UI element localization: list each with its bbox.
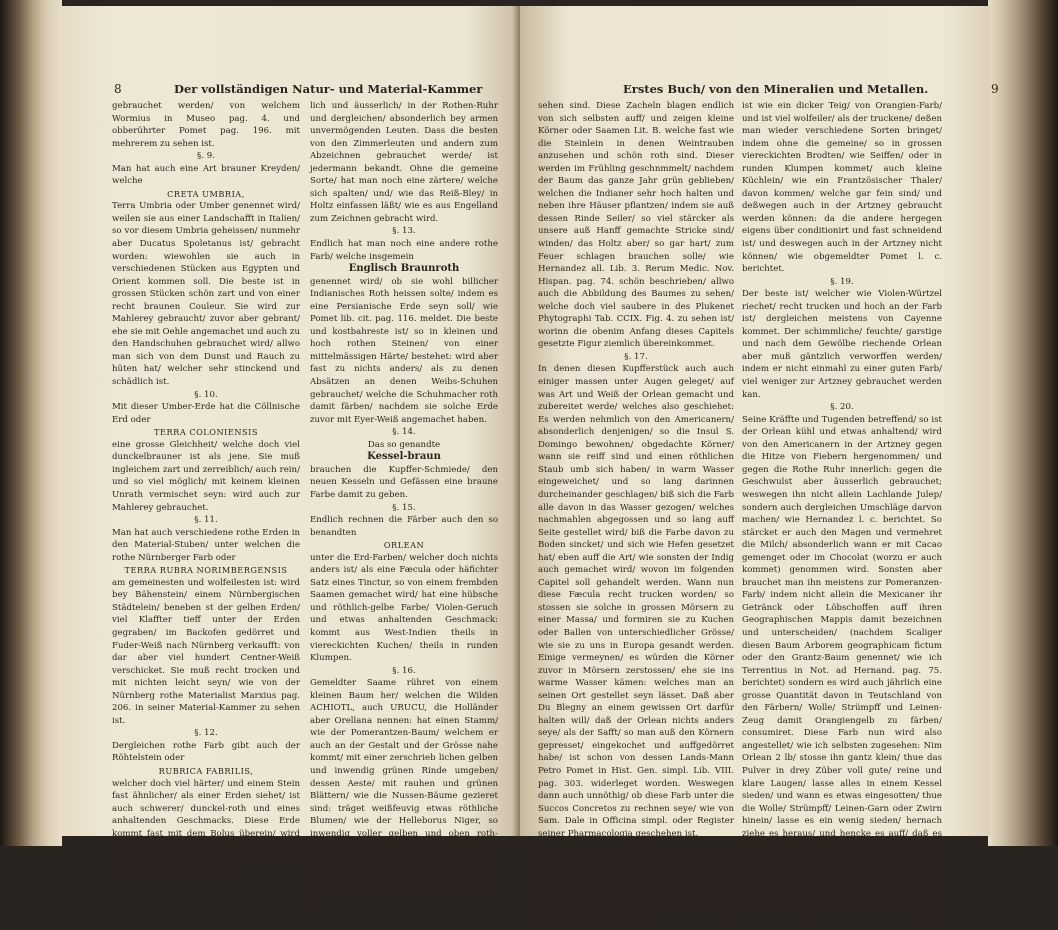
- section-number: §. 20.: [830, 402, 854, 413]
- paragraph: Endlich rechnen die Färber auch den so benandten: [310, 515, 498, 538]
- paragraph: am gemeinesten und wolfeilesten ist: wird bey Bähenstein/ einem Nürnbergischen Städtelein/ beneben st der gelben Erden/ viel Klaffter tieff unter der Erden gegraben/ im Backofen gedörret und Fuder-Weiß nach Nürnberg verkaufft: von dar aber viel hundert Centner-Weiß verschicket. Sie muß recht trocken und mit nichten leicht seyn/ wie von der Nürnberg rothe Materialist Marxius pag. 206. in seiner Material-Kammer zu sehen ist.: [112, 577, 300, 726]
- section-heading: TERRA COLONIENSIS: [154, 427, 258, 438]
- section-number: §. 13.: [392, 226, 416, 237]
- running-title: Erstes Buch/ von den Mineralien und Metallen.: [623, 82, 929, 96]
- paragraph: Dergleichen rothe Farb gibt auch der Röhtelstein oder: [112, 740, 300, 764]
- section-number: §. 18.: [624, 841, 648, 852]
- section-heading: RUBRICA FABRILIS,: [158, 765, 254, 776]
- page-footer: [742, 918, 942, 930]
- section-number: §. 19.: [830, 276, 854, 287]
- page-footer: [538, 918, 734, 930]
- paragraph: gebrauchet werden/ von welchem Wormius in Museo pag. 4. und obberührter Pomet pag. 196. mit mehrerem zu sehen ist.: [112, 101, 300, 149]
- catchword: Will-: [922, 918, 942, 929]
- left-column-2: [310, 100, 498, 903]
- section-heading: Kessel-braun: [367, 451, 441, 463]
- paragraph: Sonsten findet man zweyerley Orlean bey denen Materialisten und Apotheckern/ nehmlich die weiche/ oder Orleanam humidam, und die truckene/ oder Orleanam siccam. Der erste: [538, 853, 734, 914]
- right-page: [520, 6, 999, 929]
- section-number: §. 10.: [194, 389, 218, 400]
- section-number: §. 12.: [194, 728, 218, 739]
- book-edge-right: [988, 0, 1058, 846]
- paragraph: genennet wird/ ob sie wohl billicher Indianisches Roth heissen solte/ indem es eine Persianische Erde seyn soll/ wie Pomet lib. cit. pag. 116. meldet. Die beste und kostbahreste ist/ so in kleinen und hoch rothen Steinen/ von einer mittelmässigen Härte/ bestehet: wird aber fast zu nichts anders/ als zu denen Absätzen an denen Weibs-Schuhen gebrauchet/ welche die Schuhmacher roth damit färben/ nachdem sie solche Erde zuvor mit Eyer-Weiß angemachet haben.: [310, 276, 498, 425]
- paragraph: Der beste ist/ welcher wie Violen-Würtzel riechet/ recht trucken und hoch an der Farb ist/ dergleichen meistens von Cayenne kommet. Der schimmliche/ feuchte/ garstige und nach dem Gewölbe riechende Orlean aber muß gäntzlich verworffen werden/ indem er nicht einmahl zu einer guten Farb/ viel weniger zur Artzney gebrauchet werden kan.: [742, 289, 942, 400]
- section-number: §. 11.: [194, 515, 218, 526]
- running-title: Der vollständigen Natur- und Material-Kammer: [174, 82, 483, 96]
- paragraph: Terra Umbria oder Umber genennet wird/ weilen sie aus einer Landschafft in Italien/ so vor diesem Umbria geheissen/ nunmehr aber Ducatus Spoletanus ist/ gebracht worden: wiewohlen sie auch in verschiedenen Stücken aus Egypten und Orient kommen soll. Die beste ist in grossen Stücken schön zart und von einer recht braunen Couleur. Sie wird zur Mahlerey gebraucht/ zuvor aber gebrant/ ehe sie mit Oehle angemachet und auch zu den Handschuhen gebrauchet wird/ allwo man sich von dem Dunst und Rauch zu hüten hat/ welcher sehr stinckend und schädlich ist.: [112, 201, 300, 388]
- paragraph: In denen diesen Kupfferstück auch auch einiger massen unter Augen geleget/ auf was Art und Weiß der Orlean gemacht und zubereitet werde/ welches also geschiehet: Es werden nehmlich von den Americanern/ absonderlich denjenigen/ so die Insul S. Domingo bewohnen/ obgedachte Körner/ wann sie reiff sind und einen röthlichen Staub umb sich haben/ in warm Wasser eingeweichet/ und so lang darinnen durcheinander geschlagen/ biß sich die Farb alle davon in das Wasser gezogen/ welches nachmahlen abgegossen und so lang auff Seite gestellet wird/ biß die Farbe davon zu Boden sincket/ und sich wie Hefen gesetzet hat/ eben auff die Art/ wie sonsten der Indig auch gemachet wird/ wovon im folgenden Capitel soll gehandelt werden. Wann nun diese Fæcula recht trucken worden/ so stossen sie solche in grossen Mörsern zu einer Massa/ und formiren sie zu Kuchen oder Ballen von unterschiedlicher Grösse/ wie sie zu uns in Europa gesandt werden. Einige vermeynen/ es würden die Körner zuvor in Mörsern zerstossen/ ehe sie ins warme Wasser kämen: welches man an seinen Ort gestellet seyn lässet. Daß aber Du Blegny an einem gewissen Ort darfür halten will/ daß der Orlean nichts anders seye/ als der Safft/ so man auß den Körnern gepresset/ eingekochet und auffgedörret habe/ ist schon von dessen Lands-Mann Petro Pomet in Hist. Gen. simpl. Lib. VIII. pag. 303. widerleget worden. Weswegen dann auch unnöthig/ ob diese Farb unter die Succos Concretos zu rechnen seye/ wie von Sam. Dale in Officina simpl. oder Register seiner Pharmacologia geschehen ist.: [538, 364, 734, 839]
- section-heading: Englisch Braunroth: [348, 263, 460, 275]
- section-number: §. 15.: [392, 502, 416, 513]
- paragraph: unter die Erd-Farben/ welcher doch nichts anders ist/ als eine Fæcula oder häfichter Satz eines Tinctur, so von einem frembden Saamen gemachet wird/ hat eine hübsche und röthlich-gelbe Farbe/ Violen-Geruch und etwas anhaltenden Geschmack: kommt aus West-Indien theils in viereckichten Kuchen/ theils in runden Klumpen.: [310, 552, 498, 664]
- section-number: §. 9.: [197, 151, 215, 162]
- book-edge-left: [0, 0, 62, 846]
- left-column-1: [112, 100, 300, 878]
- section-number: §. 14.: [392, 427, 416, 438]
- paragraph: ist wie ein dicker Teig/ von Orangien-Farb/ und ist viel wolfeiler/ als der truckene/ deßen man wieder verschiedene Sorten bringet/ indem ohne die gemeine/ so in grossen viereckichten Brodten/ wie Seiffen/ oder in runden Klumpen kommet/ auch kleine Küchlein/ wie ein Frantzösischer Thaler/ davon kommen/ welche gar fein sind/ und deßwegen auch in der Artzney gebraucht werden können: da die andere hergegen eigens über conditionirt und fast schneidend ist/ und deswegen auch in der Artzney nicht können/ wie obgemeldter Pomet l. c. berichtet.: [742, 101, 942, 275]
- left-page: [58, 6, 520, 902]
- page-number: 8: [114, 82, 122, 96]
- catchword: ist: [723, 918, 734, 929]
- paragraph: welcher doch viel härter/ und einem Stein fast ähnlicher/ als einer Erden siehet/ ist auch schwerer/ dunckel-roth und eines anhaltenden Geschmacks. Diese Erde kommt fast mit dem Bolus überein/ wird auch in denjenigen Kranckheiten/ wo der Blutfluß gut ist/ gebraucht/ als im übermässigen Bluten/ inner-: [112, 778, 300, 877]
- paragraph: Gemeldter Saame rühret von einem kleinen Baum her/ welchen die Wilden ACHIOTL, auch URUCU, die Holländer aber Orellana nennen: hat einen Stamm/ wie der Pomerantzen-Baum/ welchem er auch an der Gestalt und der Grösse nahe kommt/ mit einer zerschrieb lichen gelben und inwendig grünen Rinde umgeben/ dessen Aeste/ mit rauhen und grünen Blättern/ wie die Nussen-Bäume gezieret sind: träget weißfeuvig etwas röthliche Blumen/ wie der Helleborus Niger, so inwendig voller gelben und oben roth-gesprecheter Fäserlein ist/ nach welchem raube/ doch nicht stechende Zacheln oder Schooten/ in der Grösse einer grünen Mandel folgen/ so in obiger Figur Lit. A. zu: [310, 678, 498, 902]
- section-number: §. 16.: [392, 665, 416, 676]
- paragraph: Man hat auch eine Art brauner Kreyden/ welche: [112, 163, 300, 187]
- paragraph: Mit dieser Umber-Erde hat die Cöllnische Erd oder: [112, 402, 300, 425]
- paragraph: sehen sind. Diese Zacheln blagen endlich von sich selbsten auff/ und zeigen kleine Körner oder Saamen Lit. B. welche fast wie die Steinlein in denen Weintrauben anzusehen und schön roth sind. Dieser werden im Frühling geschnmmelt/ nachdem der Baum das ganze Jahr grün geblieben/ welchen die Indianer sehr hoch halten und neben ihre Häuser pflantzen/ indem sie auß dessen Rinde Seiler/ so viel stärcker als unsere auß Hanff gemachte Stricke sind/ winden/ das Holtz aber/ so gar hart/ zum Feuer schlagen brauchen solle/ wie Hernandez all. Lib. 3. Rerum Medic. Nov. Hispan. pag. 74. schön beschrieben/ allwo auch die Abbildung des Baumes zu sehen/ welche doch viel saubere in des Plukenet Phytographi Tab. CCIX. Fig. 4. zu sehen ist/ worinn die obenim Anfang dieses Capitels gesetzte Figur ziemlich übereinkommet.: [538, 101, 734, 350]
- right-column-2: [742, 100, 942, 930]
- section-heading: CRETA UMBRIA,: [167, 188, 245, 199]
- volume-label: Erster Theil.: [590, 918, 655, 929]
- section-number: §. 17.: [624, 351, 648, 362]
- signature-mark: B: [802, 918, 810, 929]
- paragraph: eine grosse Gleichheit/ welche doch viel dunckelbrauner ist als jene. Sie muß ingleichem zart und zerreiblich/ auch rein/ und so viel möglich/ mit keinem kleinen Unrath vermischet seyn: wird auch zur Mahlerey gebrauchet.: [112, 439, 300, 513]
- paragraph: Man hat auch verschiedene rothe Erden in den Material-Stuben/ unter welchen die rothe Nürnberger Farb oder: [112, 527, 300, 563]
- paragraph: lich und äusserlich/ in der Rothen-Ruhr und dergleichen/ absonderlich bey armen unvermögenden Leuten. Dass die besten von den Zimmerleuten und andern zum Abzeichnen gebrauchet werde/ ist jedermann bekandt. Ohne die gemeine Sorte/ hat man noch eine zärtere/ welche sich spalten/ und/ wie das Reiß-Bley/ in Holtz einfassen läßt/ wie es aus Engelland zum Zeichnen gebracht wird.: [310, 101, 498, 224]
- paragraph: Endlich hat man noch eine andere rothe Farb/ welche insgemein: [310, 239, 498, 262]
- page-number: 9: [991, 82, 999, 96]
- right-column-1: [538, 100, 734, 930]
- paragraph: Das so genandte: [367, 439, 441, 450]
- signature-mark: D. V. Mus.: [538, 918, 589, 929]
- paragraph: Seine Kräffte und Tugenden betreffend/ so ist der Orlean kühl und etwas anhaltend/ wird von den Americanern in der Artzney gegen die Hitze von Fiebern hergenommen/ und gegen die Rothe Ruhr innerlich: gegen die Geschwulst aber äusserlich gebrauchet; weswegen ihn nicht allein Lachlande Julep/ sondern auch dergleichen Umschläge darvon machen/ wie Hernandez l. c. berichtet. So stärcket er auch den Magen und vermehret die Milch/ absonderlich wann er mit Cacao gemenget oder im Chocolat (worzu er auch kommet) genommen wird. Sonsten aber brauchet man ihn meistens zur Pomeranzen-Farb/ indem nicht allein die Mexicaner ihr Getränck oder Löbschoffen auff ihren Geographischen Mappis damit bezeichnen und unterscheiden/ (nachdem Scaliger diesen Baum Arborem geographicam fictum oder den Grantz-Baum genennet/ wie ich Terrentius in Not. ad Hernand. pag. 75. berichtet) sondern es wird auch jährlich eine grosse Quantität davon in Teutschland von den Färbern/ Wolle/ Strümpff und Leinen-Zeug damit Orangiengelb zu färben/ consumiret. Diese Farb nun wird also angestellet/ wie ich selbsten zugesehen: Nim Orlean 2 lb/ stosse ihn gantz klein/ thue das Pulver in drey Züber voll gute/ reine und klare Laugen/ lasse alles in einem Kessel sieden/ und wann es etwas eingesotten/ thue die Wolle/ Strümpff/ Leinen-Garn oder Zwirn hinein/ lasse es ein wenig sieden/ hernach ziehe es heraus/ und hencke es auff/ daß es trucken werde: wird schön Pomeranzen-gelb/ und weilen sich der Orlean in die Höhe gibt und oben auff der Lauge schwimmet/ so wird das erste Zeug immer schöner/ als was nach demselben eingestecket wird. So viel ist zum wenigsten zu g. Z.: [742, 414, 942, 914]
- paragraph: brauchen die Kupffer-Schmiede/ den neuen Kesseln und Gefässen eine braune Farbe damit zu geben.: [310, 464, 498, 500]
- section-heading: TERRA RUBRA NORIMBERGENSIS: [124, 565, 288, 576]
- section-heading: ORLEAN: [383, 540, 425, 551]
